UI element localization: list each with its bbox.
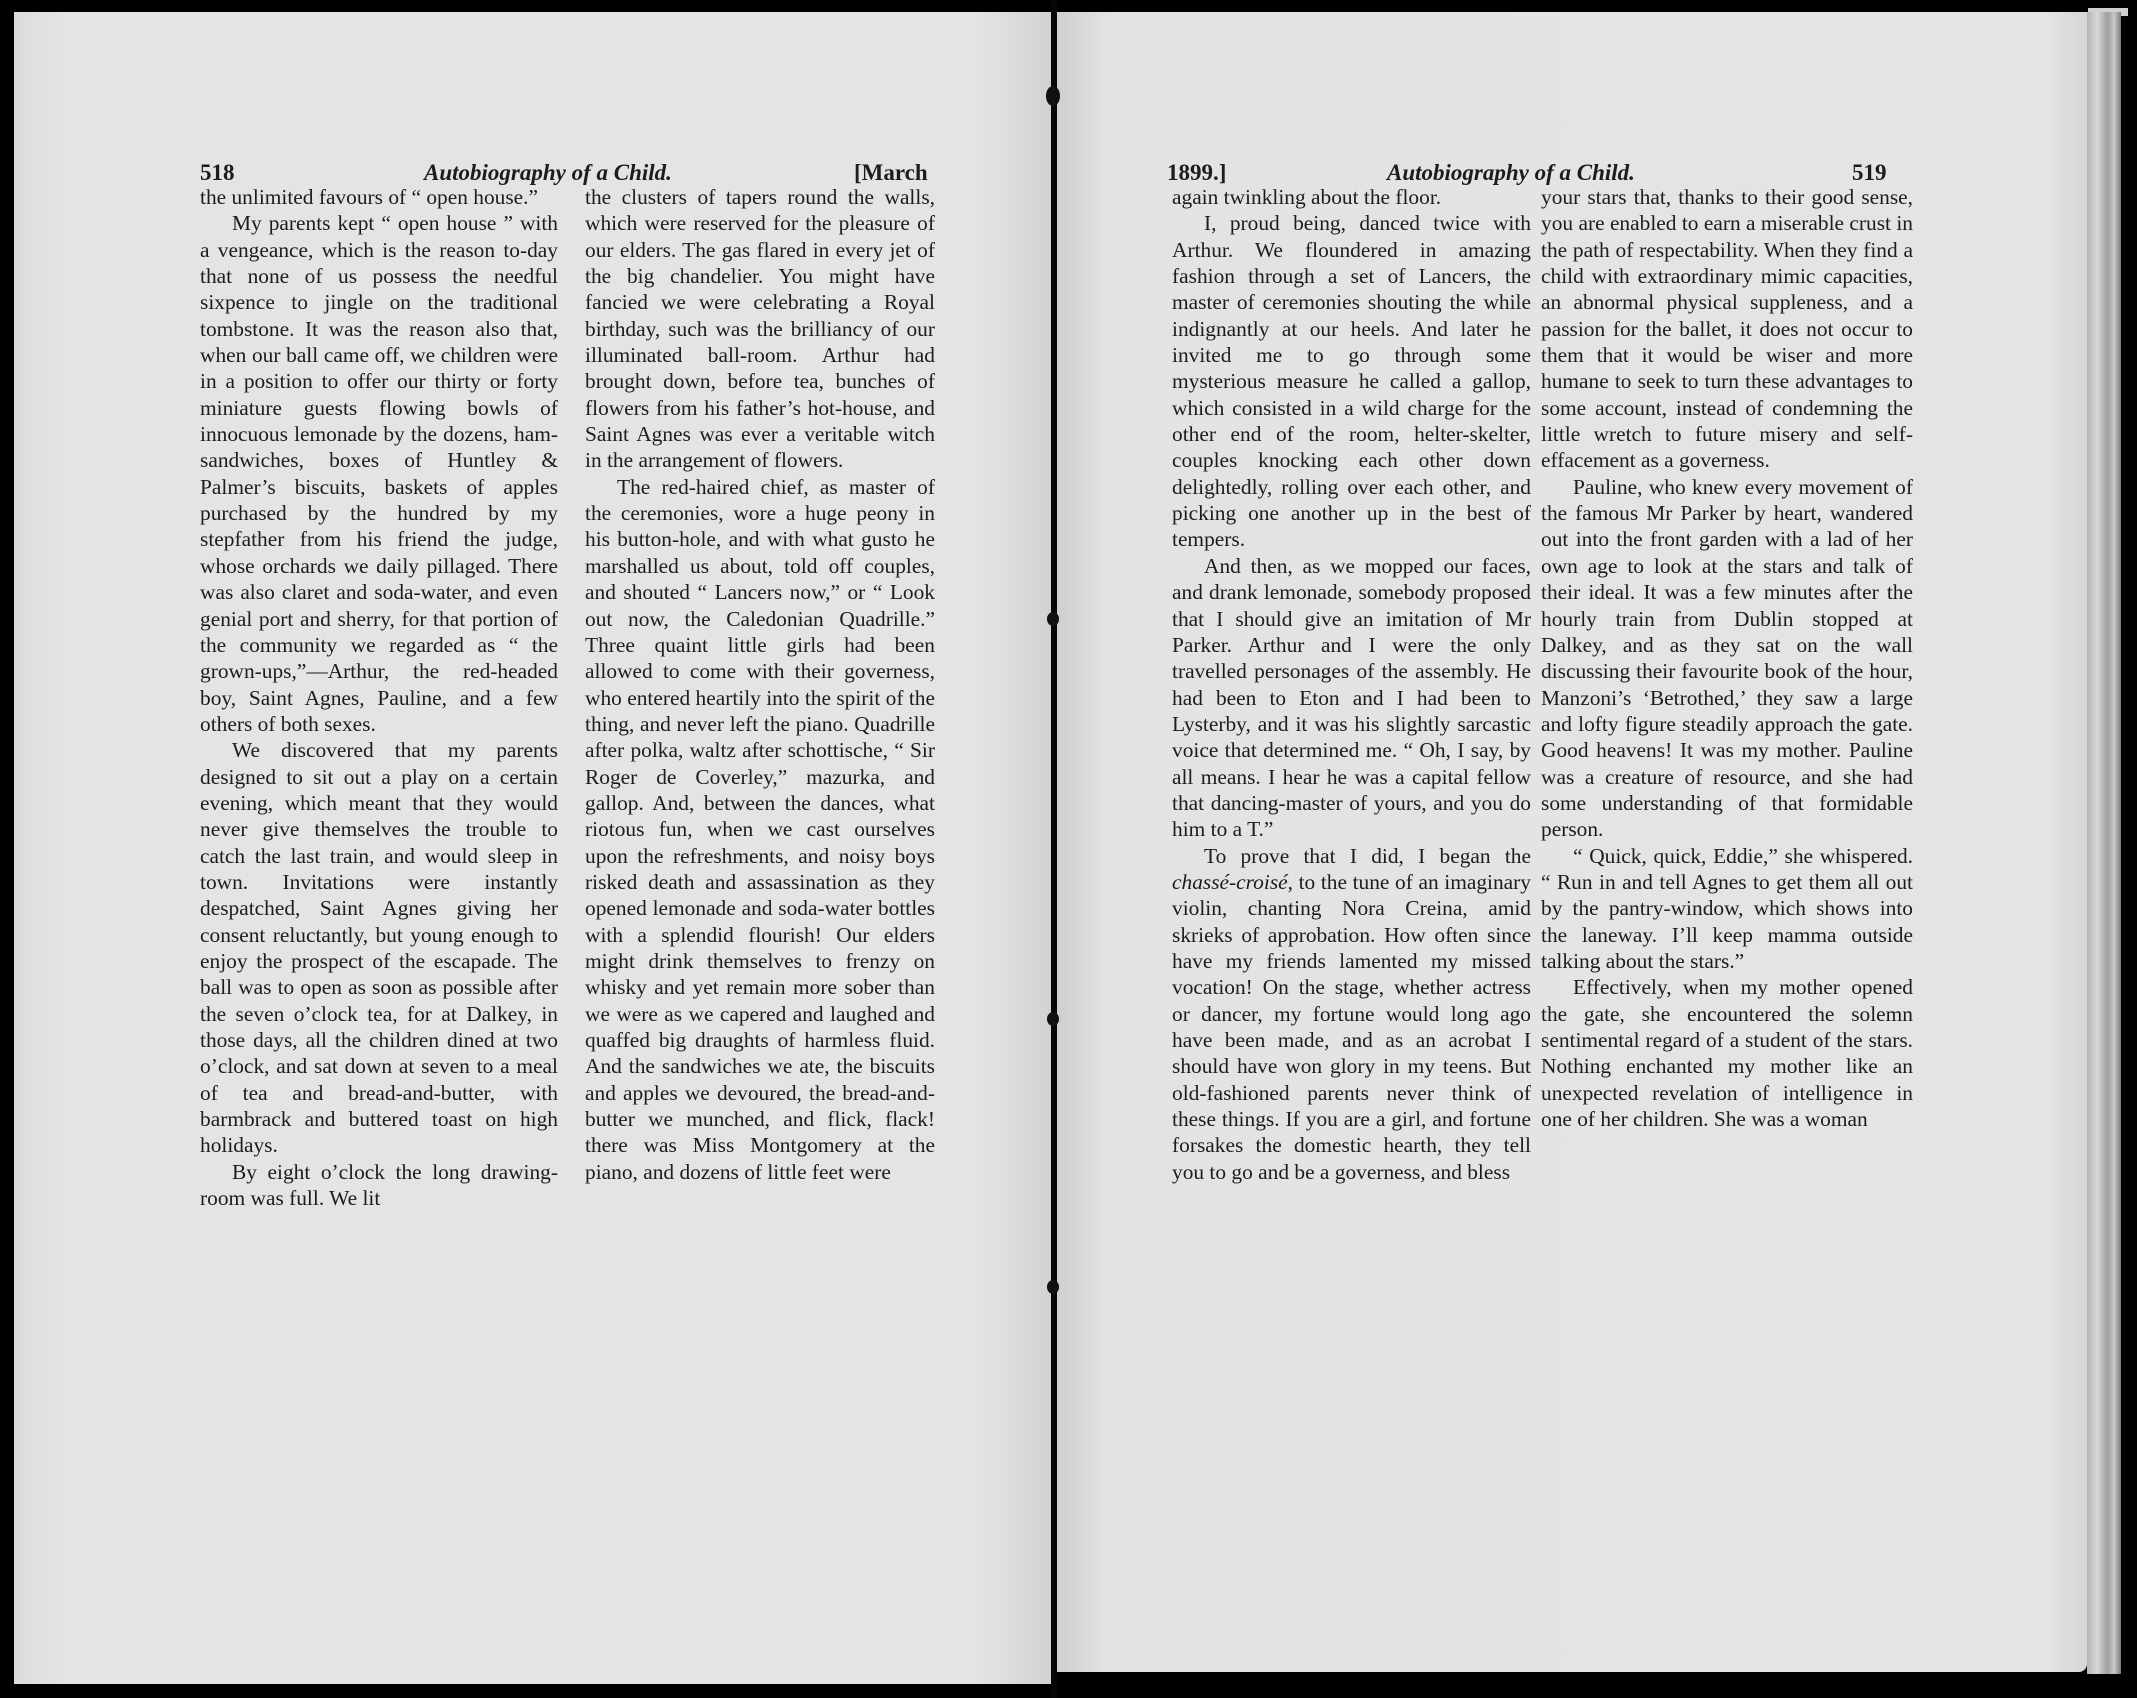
italic-term: chassé-croisé <box>1172 869 1288 894</box>
text-run: , to the tune of an imaginary violin, chanting Nora Creina, amid skrieks of approbation. How often since have my friends lamented my missed vocation! On the stage, whether actress or dancer, my fortune would long ago have been made, and as an acrobat I should have won glory in my teens. But old-fashioned parents never think of these things. If you are a girl, and fortune forsakes the domestic hearth, they tell you to go and be a governess, and bless <box>1172 869 1531 1184</box>
binding-stitch <box>1047 1012 1059 1026</box>
paragraph <box>1172 843 1531 1185</box>
paragraph: And then, as we mopped our faces, and drank lemonade, somebody proposed that I should give an imitation of Mr Parker. Arthur and I were the only travelled personages of the assembly. He had been to Eton and I had been to Lysterby, and it was his slightly sarcastic voice that determined me. “ Oh, I say, by all means. I hear he was a capital fellow that dancing-master of yours, and you do him to a T.” <box>1172 553 1531 842</box>
binding-stitch <box>1047 1280 1059 1294</box>
text-column-3 <box>1172 184 1531 1185</box>
page-stack-edge <box>2087 12 2121 1674</box>
page-number: 518 <box>200 160 235 185</box>
paragraph: the clusters of tapers round the walls, which were reserved for the pleasure of our elders. The gas flared in every jet of the big chandelier. You might have fancied we were celebrating a Royal birthday, such was the brilliancy of our illuminated ball-room. Arthur had brought down, before tea, bunches of flowers from his father’s hot-house, and Saint Agnes was ever a veritable witch in the arrangement of flowers. <box>585 185 935 473</box>
paragraph: I, proud being, danced twice with Arthur. We floundered in amazing fashion through a set of Lancers, the master of ceremonies shouting the while indignantly at our heels. And later he invited me to go through some mysterious measure he called a gallop, which consisted in a wild charge for the other end of the room, helter-skelter, couples knocking each other down delightedly, rolling over each other, and picking one another up in the best of tempers. <box>1172 211 1531 552</box>
paragraph: Effectively, when my mother opened the gate, she encountered the solemn sentimental regard of a student of the stars. Nothing enchanted my mother like an unexpected revelation of intelligence in one of her children. She was a woman <box>1541 975 1913 1132</box>
paragraph: We discovered that my parents designed to sit out a play on a certain evening, which meant that they would never give themselves the trouble to catch the last train, and would sleep in town. Invitations were instantly despatched, Saint Agnes giving her consent reluctantly, but young enough to enjoy the prospect of the escapade. The ball was to open as soon as possible after the seven o’clock tea, for at Dalkey, in those days, all the children dined at two o’clock, and sat down at seven to a meal of tea and bread-and-butter, with barmbrack and buttered toast on high holidays. <box>200 738 558 1158</box>
running-date: 1899.] <box>1167 160 1227 185</box>
paragraph: The red-haired chief, as master of the ceremonies, wore a huge peony in his button-hole, and with what gusto he marshalled us about, told off couples, and shouted “ Lancers now,” or “ Look out now, the Caledonian Quadrille.” Three quaint little girls had been allowed to come with their governess, who entered heartily into the spirit of the thing, and never left the piano. Quadrille after polka, waltz after schottische, “ Sir Roger de Coverley,” mazurka, and gallop. And, between the dances, what riotous fun, when we cast ourselves upon the refreshments, and noisy boys risked death and assassination as they opened lemonade and soda-water bottles with a splendid flourish! Our elders might drink themselves to frenzy on whisky and yet remain more sober than we were as we capered and laughed and quaffed big draughts of harmless fluid. And the sandwiches we ate, the biscuits and apples we devoured, the bread-and-butter we munched, and flick, flack! there was Miss Montgomery at the piano, and dozens of little feet were <box>585 474 935 1184</box>
book-gutter <box>1051 0 1057 1698</box>
text-column-4 <box>1541 184 1913 1132</box>
page-number: 519 <box>1852 160 1887 185</box>
text-run: To prove that I did, I began the <box>1204 843 1531 868</box>
text-column-2 <box>585 184 935 1185</box>
running-title: Autobiography of a Child. <box>1387 160 1635 185</box>
running-title: Autobiography of a Child. <box>424 160 672 185</box>
paragraph: By eight o’clock the long drawing-room was full. We lit <box>200 1159 558 1211</box>
paragraph: “ Quick, quick, Eddie,” she whispered. “ Run in and tell Agnes to get them all out by the pantry-window, which shows into the laneway. I’ll keep mamma outside talking about the stars.” <box>1541 843 1913 973</box>
paragraph: the unlimited favours of “ open house.” <box>200 185 538 209</box>
text-column-1 <box>200 184 558 1211</box>
paragraph: again twinkling about the floor. <box>1172 185 1442 209</box>
running-date: [March <box>854 160 928 185</box>
paragraph: your stars that, thanks to their good sense, you are enabled to earn a miserable crust in the path of respectability. When they find a child with extraordinary mimic capacities, an abnormal physical suppleness, and a passion for the ballet, it does not occur to them that it would be wiser and more humane to seek to turn these advantages to some account, instead of condemning the little wretch to future misery and self-effacement as a governess. <box>1541 185 1913 473</box>
paragraph: My parents kept “ open house ” with a vengeance, which is the reason to-day that none of us possess the needful sixpence to jingle on the traditional tombstone. It was the reason also that, when our ball came off, we children were in a position to offer our thirty or forty miniature guests flowing bowls of innocuous lemonade by the dozens, ham-sandwiches, boxes of Huntley & Palmer’s biscuits, baskets of apples purchased by the hundred by my stepfather from his friend the judge, whose orchards we daily pillaged. There was also claret and soda-water, and even genial port and sherry, for that portion of the community we regarded as “ the grown-ups,”—Arthur, the red-headed boy, Saint Agnes, Pauline, and a few others of both sexes. <box>200 211 558 736</box>
binding-stitch <box>1047 612 1059 626</box>
paragraph: Pauline, who knew every movement of the famous Mr Parker by heart, wandered out into the front garden with a lad of her own age to look at the stars and talk of their ideal. It was a few minutes after the hourly train from Dublin stopped at Dalkey, and as they sat on the wall discussing their favourite book of the hour, Manzoni’s ‘Betrothed,’ they saw a large and lofty figure steadily approach the gate. Good heavens! It was my mother. Pauline was a creature of resource, and she had some understanding of that formidable person. <box>1541 474 1913 842</box>
binding-stitch <box>1046 86 1060 106</box>
